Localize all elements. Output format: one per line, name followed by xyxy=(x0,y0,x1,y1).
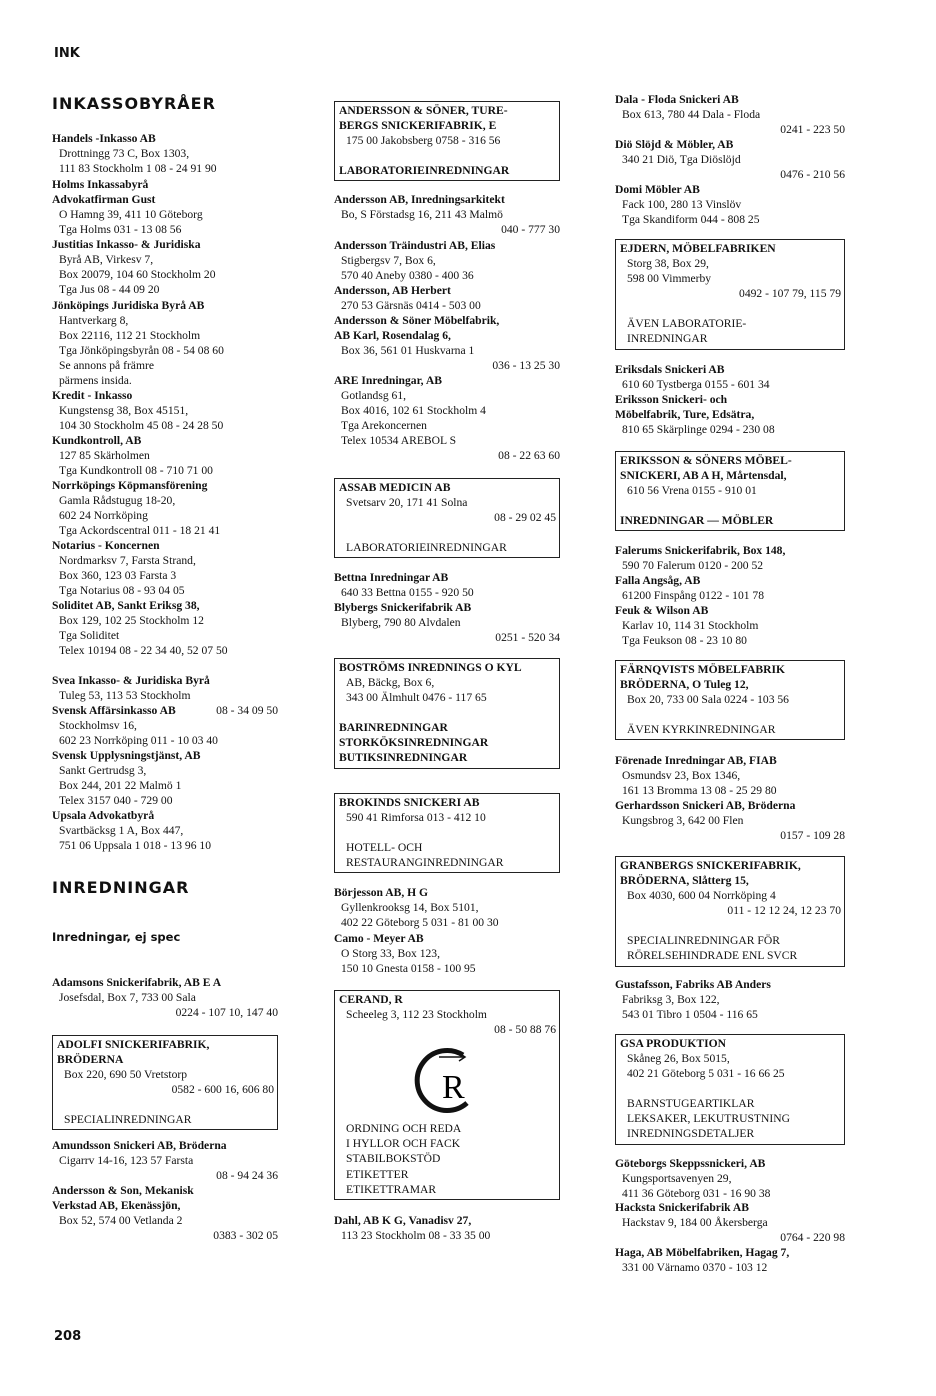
listing-line: Svensk Affärsinkasso AB xyxy=(52,704,176,717)
listing-line: 590 41 Rimforsa 013 - 412 10 xyxy=(346,811,486,825)
listing-line: 011 - 12 12 24, 12 23 70 xyxy=(727,904,841,918)
spacer xyxy=(620,1081,841,1096)
listing-line: Feuk & Wilson AB xyxy=(615,604,709,617)
listing-line: 602 23 Norrköping 011 - 10 03 40 xyxy=(59,734,218,748)
listing-line: Kungsbrog 3, 642 00 Flen xyxy=(622,814,744,828)
cerand-logo-icon xyxy=(405,1045,485,1115)
listing-line: BROKINDS SNICKERI AB xyxy=(339,796,480,809)
listing-line: Storg 38, Box 29, xyxy=(627,257,709,271)
listing-line: Cigarrv 14-16, 123 57 Farsta xyxy=(59,1154,194,1168)
listing-line: BRÖDERNA, O Tuleg 12, xyxy=(620,678,749,692)
directory-entry xyxy=(52,975,278,1020)
listing-line: Tga Soliditet xyxy=(59,629,120,643)
listing-line: Kungsportsavenyen 29, xyxy=(622,1172,732,1186)
listing-line: 040 - 777 30 xyxy=(501,223,560,237)
advertisement-box xyxy=(615,451,845,531)
directory-entry xyxy=(615,573,845,603)
listing-line: STORKÖKSINREDNINGAR xyxy=(339,736,489,750)
directory-entry xyxy=(615,1200,845,1245)
listing-line: Tga Feukson 08 - 23 10 80 xyxy=(622,634,747,648)
listing-line: 610 60 Tystberga 0155 - 601 34 xyxy=(622,378,770,392)
listing-line: 08 - 94 24 36 xyxy=(216,1169,278,1183)
listing-line: 340 21 Diö, Tga Diöslöjd xyxy=(622,153,741,167)
listing-line: Box 360, 123 03 Farsta 3 xyxy=(59,569,177,583)
advertisement-box xyxy=(615,239,845,350)
directory-entry xyxy=(615,182,845,227)
listing-line: Soliditet AB, Sankt Eriksg 38, xyxy=(52,599,200,612)
directory-entry xyxy=(334,373,560,464)
listing-line: Bettna Inredningar AB xyxy=(334,571,449,584)
listing-line: Domi Möbler AB xyxy=(615,183,700,196)
spacer xyxy=(620,301,841,316)
listing-line: BARNSTUGEARTIKLAR xyxy=(627,1097,755,1111)
listing-line: ARE Inredningar, AB xyxy=(334,374,442,387)
directory-entry xyxy=(334,1213,560,1243)
listing-line: INREDNINGAR xyxy=(627,332,708,346)
directory-entry xyxy=(615,362,845,392)
listing-line: EJDERN, MÖBELFABRIKEN xyxy=(620,242,776,255)
listing-line: 810 65 Skärplinge 0294 - 230 08 xyxy=(622,423,775,437)
listing-line: 175 00 Jakobsberg 0758 - 316 56 xyxy=(346,134,501,148)
listing-line: 0764 - 220 98 xyxy=(780,1231,845,1245)
spacer xyxy=(339,148,556,163)
listing-line: Diö Slöjd & Möbler, AB xyxy=(615,138,734,151)
listing-line: 0224 - 107 10, 147 40 xyxy=(175,1006,278,1020)
listing-line: O Storg 33, Box 123, xyxy=(341,947,440,961)
listing-line: RÖRELSEHINDRADE ENL SVCR xyxy=(627,949,798,963)
listing-line: HOTELL- OCH xyxy=(346,841,423,855)
listing-line: Stigbergsv 7, Box 6, xyxy=(341,254,436,268)
listing-line: pärmens insida. xyxy=(59,374,132,388)
listing-line: Telex 3157 040 - 729 00 xyxy=(59,794,173,808)
listing-line: 0383 - 302 05 xyxy=(213,1229,278,1243)
directory-entry xyxy=(52,131,278,176)
listing-line: 590 70 Falerum 0120 - 200 52 xyxy=(622,559,764,573)
listing-line: Osmundsv 23, Box 1346, xyxy=(622,769,741,783)
listing-line: 0241 - 223 50 xyxy=(780,123,845,137)
listing-line: Box 20, 733 00 Sala 0224 - 103 56 xyxy=(627,693,789,707)
listing-line: Jönköpings Juridiska Byrå AB xyxy=(52,299,205,312)
listing-line: Gyllenkrooksg 14, Box 5101, xyxy=(341,901,479,915)
listing-line: SPECIALINREDNINGAR xyxy=(64,1113,192,1127)
listing-line: Tuleg 53, 113 53 Stockholm xyxy=(59,689,191,703)
listing-line: ASSAB MEDICIN AB xyxy=(339,481,451,494)
spacer xyxy=(620,918,841,933)
listing-line: 640 33 Bettna 0155 - 920 50 xyxy=(341,586,474,600)
listing-line: Kungstensg 38, Box 45151, xyxy=(59,404,189,418)
listing-line: 343 00 Älmhult 0476 - 117 65 xyxy=(346,691,487,705)
listing-line: Upsala Advokatbyrå xyxy=(52,809,155,822)
listing-line: 036 - 13 25 30 xyxy=(492,359,560,373)
listing-line: Eriksson Snickeri- och xyxy=(615,393,728,406)
listing-line: SPECIALINREDNINGAR FÖR xyxy=(627,934,780,948)
listing-line: Andersson Träindustri AB, Elias xyxy=(334,239,496,252)
listing-line: ETIKETTRAMAR xyxy=(346,1182,437,1196)
listing-line: Byrå AB, Virkesv 7, xyxy=(59,253,154,267)
listing-line: ANDERSSON & SÖNER, TURE- xyxy=(339,104,508,117)
directory-entry xyxy=(615,137,845,182)
listing-line: Gotlandsg 61, xyxy=(341,389,407,403)
listing-line: Holms Inkassabyrå xyxy=(52,178,149,191)
listing-line: Norrköpings Köpmansförening xyxy=(52,479,208,492)
listing-line: Handels -Inkasso AB xyxy=(52,132,156,145)
listing-line: Kundkontroll, AB xyxy=(52,434,142,447)
directory-entry xyxy=(52,1138,278,1183)
spacer xyxy=(339,525,556,540)
listing-line: Andersson AB, Inredningsarkitekt xyxy=(334,193,505,206)
listing-line: RESTAURANGINREDNINGAR xyxy=(346,856,504,870)
listing-line: Gamla Rådstugug 18-20, xyxy=(59,494,176,508)
subsection-heading: Inredningar, ej spec xyxy=(52,930,181,944)
page-number: 208 xyxy=(54,1329,82,1344)
listing-line: ETIKETTER xyxy=(346,1167,409,1181)
listing-line: 570 40 Aneby 0380 - 400 36 xyxy=(341,269,474,283)
listing-line: BERGS SNICKERIFABRIK, E xyxy=(339,119,497,133)
directory-entry xyxy=(52,177,278,237)
listing-line: I HYLLOR OCH FACK xyxy=(346,1137,461,1151)
listing-line: CERAND, R xyxy=(339,993,403,1006)
listing-line: Se annons på främre xyxy=(59,359,154,373)
listing-line: Scheeleg 3, 112 23 Stockholm xyxy=(346,1008,487,1022)
directory-entry xyxy=(334,600,560,645)
listing-line: Box 220, 690 50 Vretstorp xyxy=(64,1068,188,1082)
listing-line: Box 244, 201 22 Malmö 1 xyxy=(59,779,182,793)
spacer xyxy=(339,825,556,840)
spacer xyxy=(620,498,841,513)
listing-line: Tga Kundkontroll 08 - 710 71 00 xyxy=(59,464,213,478)
listing-line: 602 24 Norrköping xyxy=(59,509,148,523)
listing-line: Tga Jönköpingsbyrån 08 - 54 08 60 xyxy=(59,344,224,358)
listing-line: 270 53 Gärsnäs 0414 - 503 00 xyxy=(341,299,481,313)
listing-line: Bo, S Förstadsg 16, 211 43 Malmö xyxy=(341,208,503,222)
listing-line: ÄVEN LABORATORIE- xyxy=(627,317,747,331)
listing-line: Box 22116, 112 21 Stockholm xyxy=(59,329,201,343)
advertisement-box xyxy=(615,1034,845,1145)
listing-line: Fack 100, 280 13 Vinslöv xyxy=(622,198,742,212)
listing-line: Haga, AB Möbelfabriken, Hagag 7, xyxy=(615,1246,790,1259)
listing-line: Box 52, 574 00 Vetlanda 2 xyxy=(59,1214,183,1228)
listing-line: Svea Inkasso- & Juridiska Byrå xyxy=(52,674,210,687)
listing-line: Falla Angsåg, AB xyxy=(615,574,701,587)
listing-line: 08 - 29 02 45 xyxy=(494,511,556,525)
listing-line: Drottningg 73 C, Box 1303, xyxy=(59,147,190,161)
listing-line: Box 20079, 104 60 Stockholm 20 xyxy=(59,268,216,282)
listing-line: 0476 - 210 56 xyxy=(780,168,845,182)
advertisement-box xyxy=(334,658,560,769)
directory-entry xyxy=(52,433,278,478)
directory-entry xyxy=(52,388,278,433)
advertisement-box xyxy=(615,660,845,740)
listing-line: Dala - Floda Snickeri AB xyxy=(615,93,739,106)
listing-line: FÄRNQVISTS MÖBELFABRIK xyxy=(620,663,786,676)
listing-line: LEKSAKER, LEKUTRUSTNING xyxy=(627,1112,790,1126)
listing-line: Svartbäcksg 1 A, Box 447, xyxy=(59,824,184,838)
listing-line: ERIKSSON & SÖNERS MÖBEL- xyxy=(620,454,792,467)
listing-line: Box 129, 102 25 Stockholm 12 xyxy=(59,614,204,628)
directory-entry xyxy=(334,931,560,976)
listing-line: Tga Skandiform 044 - 808 25 xyxy=(622,213,760,227)
listing-line: 402 21 Göteborg 5 031 - 16 66 25 xyxy=(627,1067,785,1081)
listing-line: Dahl, AB K G, Vanadisv 27, xyxy=(334,1214,472,1227)
listing-line: Box 613, 780 44 Dala - Floda xyxy=(622,108,761,122)
listing-line: Box 4016, 102 61 Stockholm 4 xyxy=(341,404,486,418)
listing-line: Gustafsson, Fabriks AB Anders xyxy=(615,978,771,991)
directory-entry xyxy=(52,703,278,748)
directory-entry xyxy=(615,1245,845,1275)
listing-line: ÄVEN KYRKINREDNINGAR xyxy=(627,723,776,737)
listing-line: Telex 10534 AREBOL S xyxy=(341,434,457,448)
listing-line: BRÖDERNA, Slåtterg 15, xyxy=(620,874,749,888)
listing-line: Tga Ackordscentral 011 - 18 21 41 xyxy=(59,524,221,538)
listing-line: Stockholmsv 16, xyxy=(59,719,137,733)
listing-line: INREDNINGAR — MÖBLER xyxy=(620,514,774,528)
listing-line: 08 - 34 09 50 xyxy=(216,704,278,718)
listing-line: 0582 - 600 16, 606 80 xyxy=(171,1083,274,1097)
listing-line: Advokatfirman Gust xyxy=(52,193,156,207)
listing-line: Hacksta Snickerifabrik AB xyxy=(615,1201,749,1214)
listing-line: Svensk Upplysningstjänst, AB xyxy=(52,749,201,762)
listing-line: O Hamng 39, 411 10 Göteborg xyxy=(59,208,203,222)
listing-line: Göteborgs Skeppssnickeri, AB xyxy=(615,1157,766,1170)
listing-line: Fabriksg 3, Box 122, xyxy=(622,993,720,1007)
listing-line: Eriksdals Snickeri AB xyxy=(615,363,725,376)
listing-line: ORDNING OCH REDA xyxy=(346,1122,462,1136)
listing-line: 111 83 Stockholm 1 08 - 24 91 90 xyxy=(59,162,217,176)
advertisement-box xyxy=(334,101,560,181)
listing-line: Tga Arekoncernen xyxy=(341,419,427,433)
listing-line: 161 13 Bromma 13 08 - 25 29 80 xyxy=(622,784,777,798)
listing-line: BRÖDERNA xyxy=(57,1053,124,1067)
listing-line: AB, Bäckg, Box 6, xyxy=(346,676,435,690)
directory-entry xyxy=(615,92,845,137)
listing-line: Camo - Meyer AB xyxy=(334,932,424,945)
listing-line: Gerhardsson Snickeri AB, Bröderna xyxy=(615,799,796,812)
directory-entry xyxy=(615,753,845,798)
directory-entry xyxy=(615,1156,845,1201)
directory-entry xyxy=(615,603,845,648)
listing-line: BUTIKSINREDNINGAR xyxy=(339,751,468,765)
listing-line: SNICKERI, AB A H, Mårtensdal, xyxy=(620,469,787,483)
listing-line: LABORATORIEINREDNINGAR xyxy=(346,541,507,555)
directory-entry xyxy=(615,798,845,843)
listing-line: INREDNINGSDETALJER xyxy=(627,1127,755,1141)
directory-entry xyxy=(52,478,278,538)
directory-entry xyxy=(52,298,278,389)
listing-line: Skåneg 26, Box 5015, xyxy=(627,1052,730,1066)
listing-line: GRANBERGS SNICKERIFABRIK, xyxy=(620,859,801,872)
listing-line: GSA PRODUKTION xyxy=(620,1037,726,1050)
listing-line: 150 10 Gnesta 0158 - 100 95 xyxy=(341,962,476,976)
listing-line: BARINREDNINGAR xyxy=(339,721,448,735)
directory-entry xyxy=(615,392,845,437)
directory-entry xyxy=(52,598,278,658)
listing-line: Verkstad AB, Ekenässjön, xyxy=(52,1199,181,1213)
spacer xyxy=(620,707,841,722)
directory-entry xyxy=(334,885,560,930)
listing-line: 113 23 Stockholm 08 - 33 35 00 xyxy=(341,1229,491,1243)
listing-line: 0251 - 520 34 xyxy=(495,631,560,645)
advertisement-box xyxy=(334,990,560,1200)
listing-line: Tga Holms 031 - 13 08 56 xyxy=(59,223,182,237)
listing-line: Förenade Inredningar AB, FIAB xyxy=(615,754,777,767)
listing-line: BOSTRÖMS INREDNINGS O KYL xyxy=(339,661,522,674)
listing-line: 0157 - 109 28 xyxy=(780,829,845,843)
advertisement-box xyxy=(52,1035,278,1130)
listing-line: 08 - 22 63 60 xyxy=(498,449,560,463)
listing-line: 331 00 Värnamo 0370 - 103 12 xyxy=(622,1261,768,1275)
listing-line: 751 06 Uppsala 1 018 - 13 96 10 xyxy=(59,839,211,853)
listing-line: Falerums Snickerifabrik, Box 148, xyxy=(615,544,786,557)
listing-line: Andersson, AB Herbert xyxy=(334,284,451,297)
listing-line: Adamsons Snickerifabrik, AB E A xyxy=(52,976,222,989)
listing-line: Svetsarv 20, 171 41 Solna xyxy=(346,496,468,510)
running-head: INK xyxy=(54,46,80,61)
listing-line: Karlav 10, 114 31 Stockholm xyxy=(622,619,759,633)
listing-line: Telex 10194 08 - 22 34 40, 52 07 50 xyxy=(59,644,228,658)
listing-line: 61200 Finspång 0122 - 101 78 xyxy=(622,589,765,603)
listing-line: Blybergs Snickerifabrik AB xyxy=(334,601,472,614)
listing-line: 402 22 Göteborg 5 031 - 81 00 30 xyxy=(341,916,499,930)
listing-line: Tga Jus 08 - 44 09 20 xyxy=(59,283,160,297)
listing-line: 411 36 Göteborg 031 - 16 90 38 xyxy=(622,1187,771,1201)
advertisement-box xyxy=(334,793,560,873)
listing-line: 610 56 Vrena 0155 - 910 01 xyxy=(627,484,757,498)
listing-line: 127 85 Skärholmen xyxy=(59,449,150,463)
directory-entry xyxy=(334,570,560,600)
directory-entry xyxy=(52,748,278,808)
listing-line: ADOLFI SNICKERIFABRIK, xyxy=(57,1038,210,1051)
listing-line: LABORATORIEINREDNINGAR xyxy=(339,164,510,178)
listing-line: Kredit - Inkasso xyxy=(52,389,133,402)
spacer xyxy=(339,705,556,720)
spacer xyxy=(57,1097,274,1112)
logo-letter: R xyxy=(442,1069,465,1107)
listing-line: Justitias Inkasso- & Juridiska xyxy=(52,238,201,251)
directory-entry xyxy=(615,543,845,573)
listing-line: Box 36, 561 01 Huskvarna 1 xyxy=(341,344,475,358)
listing-line: Börjesson AB, H G xyxy=(334,886,429,899)
listing-line: Nordmarksv 7, Farsta Strand, xyxy=(59,554,196,568)
listing-line: Hantverkarg 8, xyxy=(59,314,129,328)
listing-line: Andersson & Söner Möbelfabrik, xyxy=(334,314,500,327)
directory-entry xyxy=(52,237,278,297)
directory-entry xyxy=(334,238,560,283)
advertisement-box xyxy=(334,478,560,558)
listing-line: 598 00 Vimmerby xyxy=(627,272,712,286)
listing-line: 104 30 Stockholm 45 08 - 24 28 50 xyxy=(59,419,224,433)
directory-entry xyxy=(334,192,560,237)
listing-line: Notarius - Koncernen xyxy=(52,539,160,552)
listing-line: 0492 - 107 79, 115 79 xyxy=(739,287,841,301)
listing-line: Hackstav 9, 184 00 Åkersberga xyxy=(622,1216,768,1230)
section-heading: INREDNINGAR xyxy=(52,878,190,897)
directory-entry xyxy=(615,977,845,1022)
advertisement-box xyxy=(615,856,845,967)
directory-entry xyxy=(334,283,560,313)
listing-line: Andersson & Son, Mekanisk xyxy=(52,1184,194,1197)
listing-line: Tga Notarius 08 - 93 04 05 xyxy=(59,584,185,598)
directory-entry xyxy=(52,808,278,853)
listing-line: Sankt Gertrudsg 3, xyxy=(59,764,147,778)
section-heading: INKASSOBYRÅER xyxy=(52,94,216,113)
listing-line: 08 - 50 88 76 xyxy=(494,1023,556,1037)
listing-line: Amundsson Snickeri AB, Bröderna xyxy=(52,1139,227,1152)
listing-line: STABILBOKSTÖD xyxy=(346,1152,441,1166)
listing-line: 543 01 Tibro 1 0504 - 116 65 xyxy=(622,1008,758,1022)
listing-line: Box 4030, 600 04 Norrköping 4 xyxy=(627,889,776,903)
listing-line: Möbelfabrik, Ture, Edsätra, xyxy=(615,408,755,422)
listing-line: Josefsdal, Box 7, 733 00 Sala xyxy=(59,991,196,1005)
listing-line: AB Karl, Rosendalag 6, xyxy=(334,329,451,343)
directory-entry xyxy=(52,538,278,598)
directory-entry xyxy=(334,313,560,373)
listing-line: Blyberg, 790 80 Alvdalen xyxy=(341,616,461,630)
directory-entry xyxy=(52,1183,278,1243)
